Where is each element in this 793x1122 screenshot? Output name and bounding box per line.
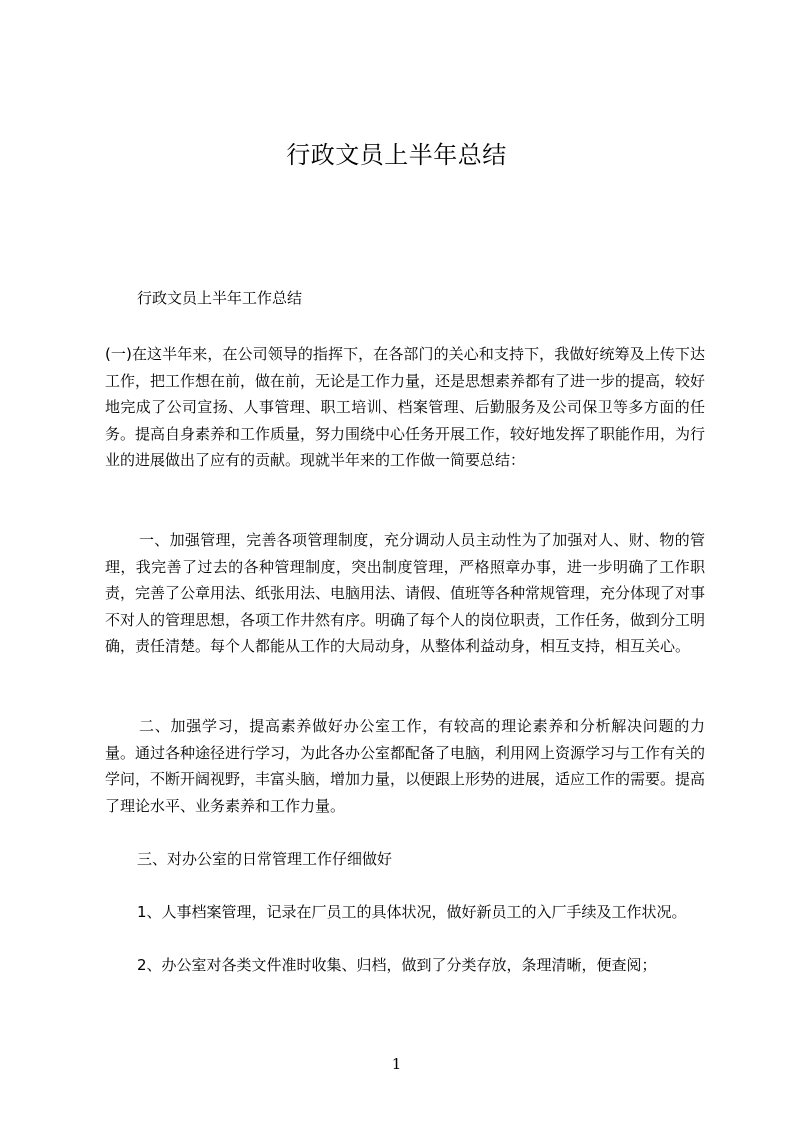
document-subtitle: 行政文员上半年工作总结 [137, 289, 303, 307]
paragraph-section-3-heading: 三、对办公室的日常管理工作仔细做好 [137, 850, 393, 868]
paragraph-item-1: 1、人事档案管理，记录在厂员工的具体状况，做好新员工的入厂手续及工作状况。 [137, 903, 687, 921]
document-title: 行政文员上半年总结 [286, 141, 507, 169]
paragraph-item-2: 2、办公室对各类文件准时收集、归档，做到了分类存放，条理清晰，便查阅； [137, 956, 657, 974]
paragraph-section-1: 一、加强管理，完善各项管理制度，充分调动人员主动性为了加强对人、财、物的管理，我完善了过去的各种管理制度，突出制度管理，严格照章办事，进一步明确了工作职责，完善了公章用法、纸张用法、电脑用法、请假、值班等各种常规管理，充分体现了对事不对人的管理思想，各项工作井然有序。明确了每个人的岗位职责，工作任务，做到分工明确，责任清楚。每个人都能从工作的大局动身，从整体利益动身，相互支持，相互关心。 [105, 531, 706, 655]
paragraph-intro: (一)在这半年来，在公司领导的指挥下，在各部门的关心和支持下，我做好统筹及上传下达工作，把工作想在前，做在前，无论是工作力量，还是思想素养都有了进一步的提高，较好地完成了公司宣扬、人事管理、职工培训、档案管理、后勤服务及公司保卫等多方面的任务。提高自身素养和工作质量，努力围绕中心任务开展工作，较好地发挥了职能作用，为行业的进展做出了应有的贡献。现就半年来的工作做一简要总结： [105, 345, 706, 469]
paragraph-section-2: 二、加强学习，提高素养做好办公室工作，有较高的理论素养和分析解决问题的力量。通过各种途径进行学习，为此各办公室都配备了电脑，利用网上资源学习与工作有关的学问，不断开阔视野，丰富头脑，增加力量，以便跟上形势的进展，适应工作的需要。提高了理论水平、业务素养和工作力量。 [105, 717, 706, 815]
page-number: 1 [391, 1055, 402, 1073]
